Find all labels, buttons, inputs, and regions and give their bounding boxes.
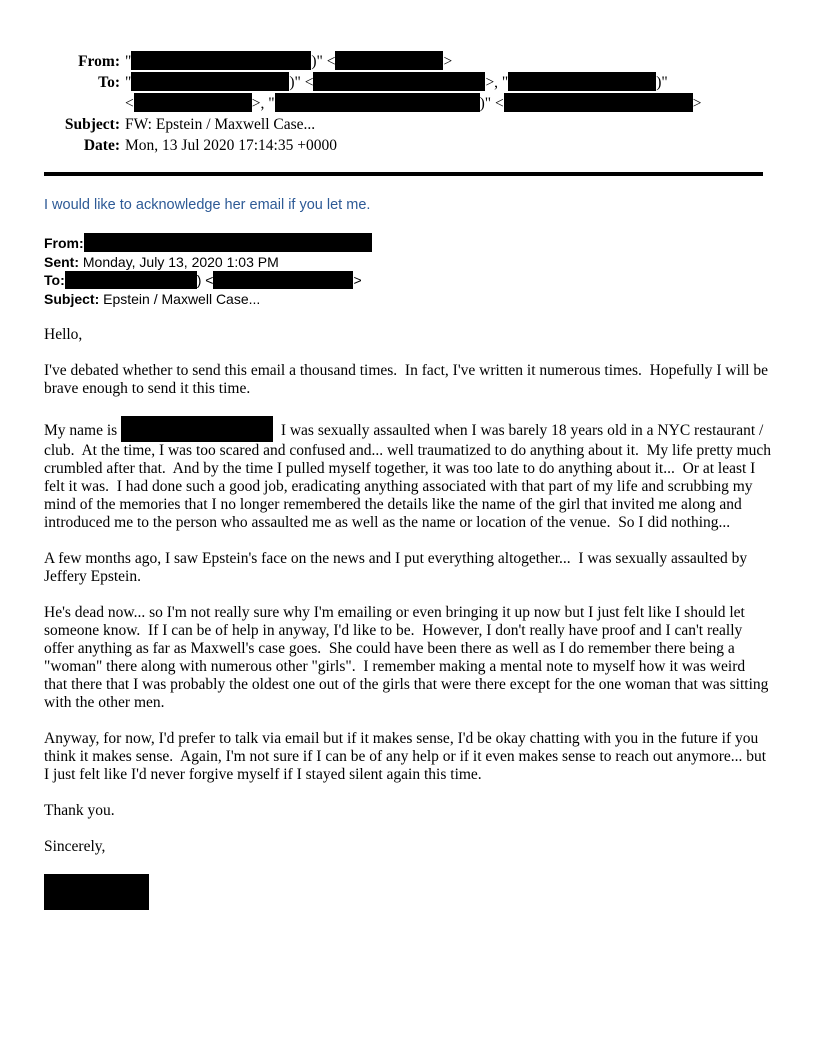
fwd-row-subject	[44, 290, 772, 309]
text-fragment: Hello,	[44, 326, 83, 343]
to-value-redacted	[125, 72, 701, 114]
reply-note: I would like to acknowledge her email if you let me.	[44, 197, 371, 213]
subject-value: FW: Epstein / Maxwell Case...	[125, 116, 316, 133]
text-fragment: >, "	[251, 95, 275, 112]
redaction-bar	[508, 72, 656, 91]
text-fragment: )" <	[311, 53, 336, 70]
email-body-paragraph	[44, 802, 772, 820]
outer-email-header	[44, 51, 772, 156]
email-body	[44, 326, 775, 856]
text-fragment: >	[443, 53, 453, 70]
fwd-to-value-redacted	[65, 272, 362, 288]
text-fragment: Sincerely,	[44, 838, 106, 855]
fwd-sent-label: Sent:	[44, 253, 79, 270]
fwd-from-value-redacted	[84, 235, 372, 251]
redaction-bar	[131, 72, 289, 91]
email-body-paragraph	[44, 604, 772, 712]
fwd-to-label: To:	[44, 272, 65, 288]
from-label: From:	[78, 53, 120, 70]
text-fragment: I was sexually assaulted when I was barely 18 years old in a NYC restaurant / club. At the time, I was too scared and confused and... well traumatized to do anything about it. My life pretty much crumbled after that. And by the time I pulled myself together, it was too late to do anything about it... Or at least I felt it was. I had done such a good job, eradicating anything associated with that part of my life and scrubbing my mind of the memories that I no longer remembered the details like the name of the girl that invited me along and introduced me to the person who assaulted me as well as the name or location of the venue. So I did nothing...	[44, 422, 775, 531]
text-fragment: He's dead now... so I'm not really sure why I'm emailing or even bringing it up now but I just felt like I should let someone know. If I can be of help in anyway, I'd like to be. However, I don't really have proof and I can't really offer anything as far as Maxwell's case goes. She could have been there as well as I do remember there being a "woman" there along with numerous other "girls". I remember making a mental note to myself how it was weird that there that I was probably the oldest one out of the girls that were there except for the one woman that was sitting with the other men.	[44, 604, 773, 711]
redaction-bar	[134, 93, 252, 112]
redaction-bar	[65, 271, 197, 289]
text-fragment: Thank you.	[44, 802, 115, 819]
redaction-bar	[275, 93, 480, 112]
date-value: Mon, 13 Jul 2020 17:14:35 +0000	[125, 137, 337, 154]
redaction-bar	[131, 51, 311, 70]
redaction-bar	[121, 416, 273, 442]
text-fragment: "	[125, 74, 132, 91]
email-body-paragraph	[44, 550, 772, 586]
text-fragment: )" <	[289, 74, 314, 91]
email-body-paragraph	[44, 326, 772, 344]
subject-label: Subject:	[64, 116, 120, 133]
header-row-date	[44, 135, 772, 156]
header-row-from	[44, 51, 772, 72]
text-fragment: )"	[656, 74, 668, 91]
text-fragment: >, "	[485, 74, 509, 91]
text-fragment: >	[353, 272, 362, 288]
text-fragment: My name is	[44, 422, 122, 439]
signature-redaction-bar	[44, 874, 149, 910]
fwd-row-from	[44, 233, 772, 253]
from-value-redacted	[125, 51, 452, 72]
date-label: Date:	[83, 137, 120, 154]
header-row-subject	[44, 114, 772, 135]
text-fragment: "	[125, 53, 132, 70]
fwd-subject-label: Subject:	[44, 290, 100, 307]
fwd-subject-value: Epstein / Maxwell Case...	[99, 290, 261, 307]
fwd-row-sent	[44, 253, 772, 272]
text-fragment: )" <	[479, 95, 504, 112]
text-fragment: A few months ago, I saw Epstein's face on the news and I put everything altogether... I was sexually assaulted by Jeffery Epstein.	[44, 550, 752, 585]
redaction-bar	[504, 93, 693, 112]
email-body-paragraph	[44, 362, 772, 398]
text-fragment: Anyway, for now, I'd prefer to talk via email but if it makes sense, I'd be okay chatting with you in the future if you think it makes sense. Again, I'm not sure if I can be of any help or if it even makes sense to reach out anymore... but I just felt like I'd never forgive myself if I stayed silent again this time.	[44, 730, 770, 783]
redaction-bar	[313, 72, 485, 91]
forwarded-message-header	[44, 233, 772, 308]
header-divider-rule	[44, 172, 763, 176]
email-body-paragraph	[44, 416, 775, 532]
text-fragment: ) <	[196, 272, 214, 288]
redaction-bar	[335, 51, 443, 70]
redaction-bar	[213, 271, 353, 289]
email-body-paragraph	[44, 730, 772, 784]
text-fragment: I've debated whether to send this email a thousand times. In fact, I've written it numerous times. Hopefully I will be brave enough to send it this time.	[44, 362, 772, 397]
text-fragment: <	[125, 95, 134, 112]
signature-redaction-container	[44, 874, 772, 910]
header-row-to	[44, 72, 772, 114]
fwd-sent-value: Monday, July 13, 2020 1:03 PM	[79, 253, 279, 270]
fwd-row-to	[44, 271, 772, 290]
text-fragment: >	[692, 95, 702, 112]
to-label: To:	[98, 74, 120, 91]
fwd-from-label: From:	[44, 235, 84, 251]
redaction-bar	[84, 233, 372, 252]
email-body-paragraph	[44, 838, 772, 856]
